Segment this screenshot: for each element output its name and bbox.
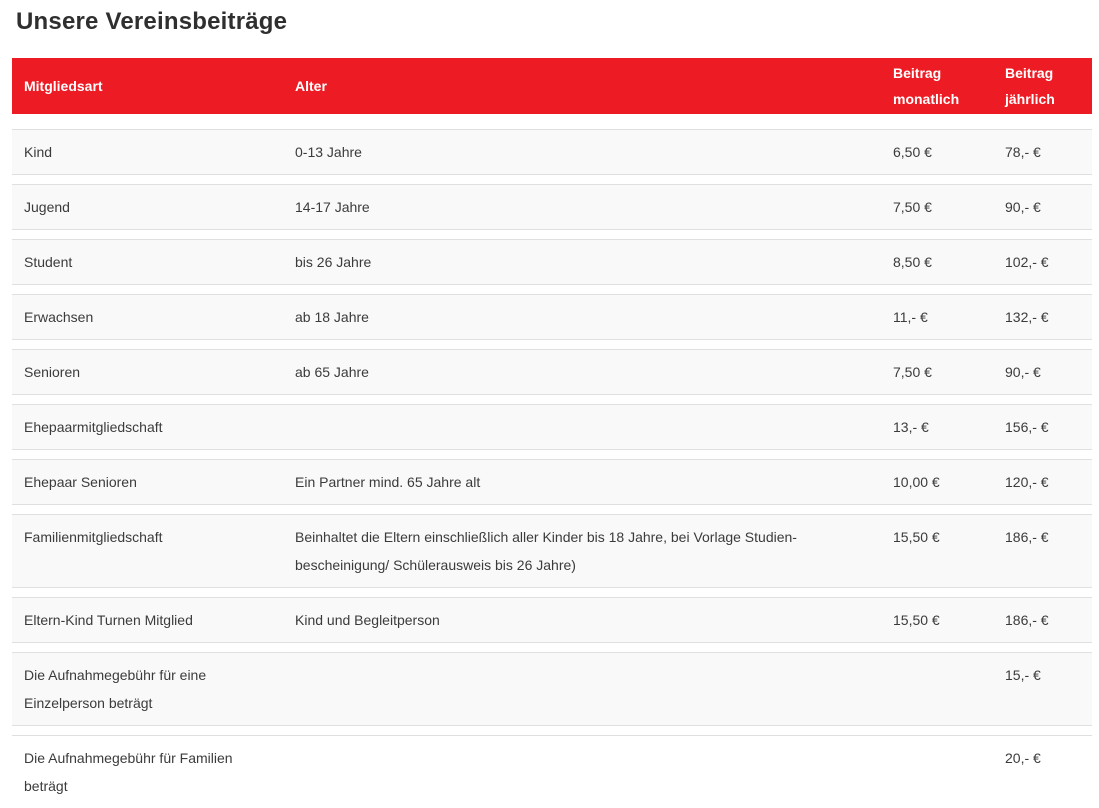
cell-beitrag-jaehrlich: 156,- € [1005, 419, 1049, 435]
cell-beitrag-jaehrlich: 90,- € [1005, 199, 1041, 215]
cell-alter: 14-17 Jahre [295, 199, 370, 215]
table-row [12, 597, 1092, 643]
cell-beitrag-jaehrlich: 15,- € [1005, 667, 1041, 683]
table-row [12, 349, 1092, 395]
table-row [12, 239, 1092, 285]
cell-beitrag-monatlich: 15,50 € [893, 612, 940, 628]
cell-mitgliedsart: Eltern-Kind Turnen Mitglied [24, 612, 193, 628]
page-title: Unsere Vereinsbeiträge [16, 8, 288, 35]
table-row [12, 652, 1092, 726]
cell-mitgliedsart: Erwachsen [24, 309, 94, 325]
cell-alter: ab 18 Jahre [295, 309, 369, 325]
cell-beitrag-jaehrlich: 102,- € [1005, 254, 1049, 270]
cell-beitrag-monatlich: 15,50 € [893, 529, 940, 545]
cell-alter [283, 736, 881, 808]
cell-beitrag-monatlich: 8,50 € [893, 254, 932, 270]
cell-beitrag-monatlich: 13,- € [893, 419, 929, 435]
cell-alter: bis 26 Jahre [295, 254, 372, 270]
cell-mitgliedsart: Senioren [24, 364, 81, 380]
cell-beitrag-jaehrlich: 20,- € [1005, 750, 1041, 766]
table-header-row [12, 58, 1092, 114]
table-body [12, 129, 1092, 808]
cell-alter: Ein Partner mind. 65 Jahre alt [295, 474, 481, 490]
table-row [12, 294, 1092, 340]
cell-alter [283, 653, 881, 725]
table-row [12, 129, 1092, 175]
cell-beitrag-jaehrlich: 186,- € [1005, 612, 1049, 628]
table-row [12, 184, 1092, 230]
cell-mitgliedsart: Kind [24, 144, 53, 160]
cell-beitrag-monatlich: 10,00 € [893, 474, 940, 490]
column-header-alter: Alter [295, 78, 327, 94]
table-row [12, 404, 1092, 450]
table-row [12, 735, 1092, 808]
cell-mitgliedsart: Ehepaarmitgliedschaft [24, 419, 163, 435]
cell-beitrag-monatlich [881, 736, 993, 808]
column-header-beitrag-monatlich: Beitrag monatlich [893, 65, 960, 107]
cell-beitrag-monatlich: 7,50 € [893, 364, 932, 380]
column-header-mitgliedsart: Mitgliedsart [24, 78, 103, 94]
table-row [12, 514, 1092, 588]
cell-alter: Beinhaltet die Eltern einschließlich aller Kinder bis 18 Jahre, bei Vorlage Studien- bescheinigung/ Schülerausweis bis 26 Jahre) [295, 529, 797, 573]
cell-mitgliedsart: Ehepaar Senioren [24, 474, 137, 490]
cell-alter: ab 65 Jahre [295, 364, 369, 380]
cell-beitrag-jaehrlich: 132,- € [1005, 309, 1049, 325]
cell-beitrag-jaehrlich: 90,- € [1005, 364, 1041, 380]
cell-mitgliedsart: Die Aufnahmegebühr für eine Einzelperson beträgt [24, 667, 207, 711]
cell-beitrag-monatlich: 6,50 € [893, 144, 932, 160]
cell-mitgliedsart: Familienmitgliedschaft [24, 529, 163, 545]
table-row [12, 459, 1092, 505]
cell-alter [283, 405, 881, 449]
membership-fees-table [12, 58, 1092, 808]
cell-mitgliedsart: Die Aufnahmegebühr für Familien beträgt [24, 750, 233, 794]
cell-mitgliedsart: Student [24, 254, 73, 270]
cell-beitrag-jaehrlich: 78,- € [1005, 144, 1041, 160]
cell-beitrag-jaehrlich: 186,- € [1005, 529, 1049, 545]
cell-alter: Kind und Begleitperson [295, 612, 440, 628]
column-header-beitrag-jaehrlich: Beitrag jährlich [1005, 65, 1055, 107]
cell-beitrag-monatlich: 7,50 € [893, 199, 932, 215]
cell-beitrag-jaehrlich: 120,- € [1005, 474, 1049, 490]
cell-alter: 0-13 Jahre [295, 144, 362, 160]
page [0, 8, 1099, 794]
cell-beitrag-monatlich: 11,- € [893, 309, 928, 325]
cell-beitrag-monatlich [881, 653, 993, 725]
cell-mitgliedsart: Jugend [24, 199, 70, 215]
